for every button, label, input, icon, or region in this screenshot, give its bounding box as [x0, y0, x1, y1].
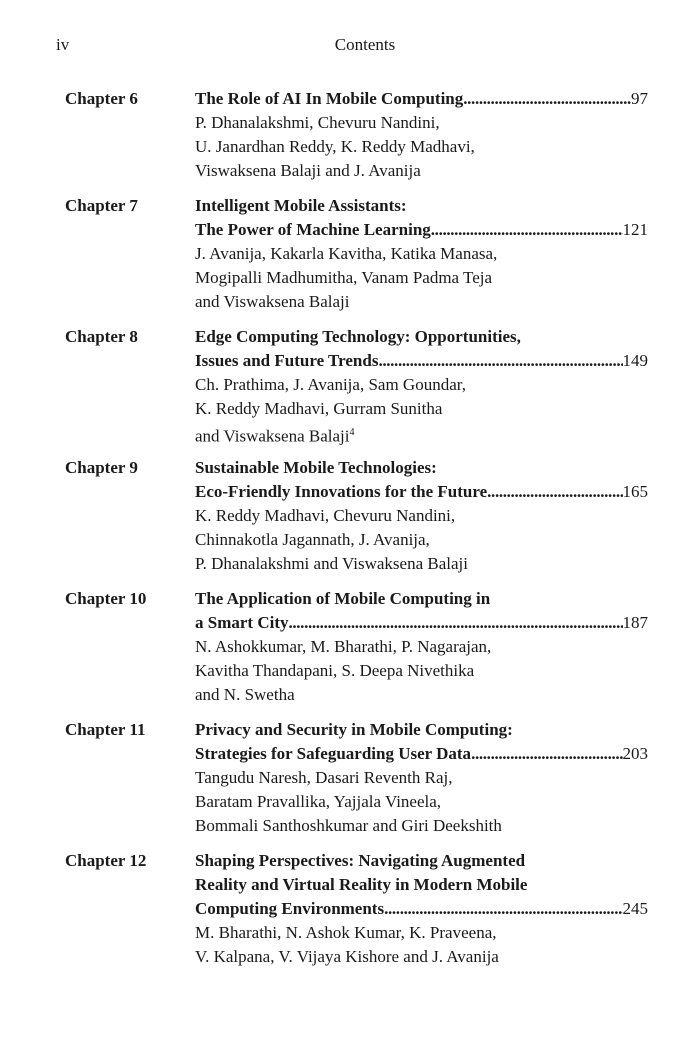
author-line [195, 504, 648, 528]
chapter-label: Chapter 7 [65, 196, 138, 215]
entry-body [195, 325, 648, 445]
dot-leader [288, 611, 622, 635]
author-text: and Viswaksena Balaji [195, 292, 350, 311]
dot-leader [463, 87, 631, 111]
chapter-page-number: 245 [622, 899, 648, 918]
author-text: and Viswaksena Balaji [195, 426, 350, 446]
chapter-title-line[interactable] [195, 611, 648, 635]
chapter-title-text: a Smart City [195, 613, 289, 632]
author-text: K. Reddy Madhavi, Gurram Sunitha [195, 399, 443, 418]
author-text: and N. Swetha [195, 685, 295, 704]
dot-leader [378, 349, 622, 373]
chapter-title-text: The Role of AI In Mobile Computing [195, 89, 464, 108]
chapter-title-line: Edge Computing Technology: Opportunities, [195, 327, 521, 346]
chapter-label: Chapter 11 [65, 720, 146, 739]
toc-entry [65, 194, 648, 314]
author-text: Mogipalli Madhumitha, Vanam Padma Teja [195, 268, 493, 287]
author-line [195, 814, 648, 838]
chapter-title-line[interactable] [195, 742, 648, 766]
entry-body [195, 456, 648, 576]
chapter-page-number: 97 [631, 89, 648, 108]
page-header [0, 35, 695, 57]
chapter-page-number: 165 [622, 482, 648, 501]
entry-body [195, 849, 648, 969]
toc-entry [65, 587, 648, 707]
author-text: Ch. Prathima, J. Avanija, Sam Goundar, [195, 375, 466, 394]
entry-body [195, 587, 648, 707]
chapter-title-line[interactable] [195, 480, 648, 504]
author-line [195, 266, 648, 290]
author-line [195, 552, 648, 576]
author-line [195, 945, 648, 969]
entry-body [195, 194, 648, 314]
chapter-title-text: The Power of Machine Learning [195, 220, 431, 239]
author-line [195, 159, 648, 183]
chapter-title-text: Strategies for Safeguarding User Data [195, 744, 472, 763]
toc-entry [65, 456, 648, 576]
author-line [195, 135, 648, 159]
chapter-title-line: The Application of Mobile Computing in [195, 589, 491, 608]
dot-leader [431, 218, 623, 242]
author-text: Viswaksena Balaji and J. Avanija [195, 161, 421, 180]
author-line [195, 290, 648, 314]
chapter-title-line[interactable] [195, 349, 648, 373]
author-text: Kavitha Thandapani, S. Deepa Nivethika [195, 661, 475, 680]
author-text: Chinnakotla Jagannath, J. Avanija, [195, 530, 430, 549]
author-text: J. Avanija, Kakarla Kavitha, Katika Manasa, [195, 244, 498, 263]
chapter-title-line[interactable] [195, 218, 648, 242]
author-text: K. Reddy Madhavi, Chevuru Nandini, [195, 506, 456, 525]
author-text: Baratam Pravallika, Yajjala Vineela, [195, 792, 442, 811]
chapter-title-line: Shaping Perspectives: Navigating Augmented [195, 851, 526, 870]
footnote-superscript: 4 [349, 427, 355, 438]
toc-entry [65, 87, 648, 183]
chapter-label: Chapter 6 [65, 89, 138, 108]
author-line [195, 683, 648, 707]
dot-leader [384, 897, 622, 921]
author-text: P. Dhanalakshmi, Chevuru Nandini, [195, 113, 440, 132]
author-line [195, 421, 648, 445]
author-line [195, 397, 648, 421]
chapter-label: Chapter 12 [65, 851, 147, 870]
chapter-label: Chapter 9 [65, 458, 138, 477]
author-line [195, 766, 648, 790]
chapter-title-text: Issues and Future Trends [195, 351, 379, 370]
entry-body [195, 87, 648, 183]
chapter-page-number: 203 [622, 744, 648, 763]
chapter-page-number: 149 [622, 351, 648, 370]
toc-entry [65, 718, 648, 838]
chapter-title-text: Computing Environments [195, 899, 385, 918]
toc-entry [65, 325, 648, 445]
chapter-page-number: 121 [622, 220, 648, 239]
chapter-title-line: Privacy and Security in Mobile Computing: [195, 720, 513, 739]
author-line [195, 635, 648, 659]
chapter-title-line[interactable] [195, 897, 648, 921]
author-line [195, 242, 648, 266]
page-number: iv [56, 35, 70, 54]
author-text: M. Bharathi, N. Ashok Kumar, K. Praveena, [195, 923, 497, 942]
chapter-label: Chapter 8 [65, 327, 138, 346]
chapter-label: Chapter 10 [65, 589, 147, 608]
author-text: Bommali Santhoshkumar and Giri Deekshith [195, 816, 502, 835]
chapter-page-number: 187 [622, 613, 648, 632]
running-title: Contents [334, 35, 396, 54]
entry-body [195, 718, 648, 838]
chapter-title-line[interactable] [195, 87, 648, 111]
table-of-contents [65, 87, 648, 980]
author-line [195, 921, 648, 945]
chapter-title-line: Intelligent Mobile Assistants: [195, 196, 407, 215]
toc-entry [65, 849, 648, 969]
chapter-title-line: Reality and Virtual Reality in Modern Mobile [195, 875, 528, 894]
author-text: P. Dhanalakshmi and Viswaksena Balaji [195, 554, 468, 573]
author-line [195, 659, 648, 683]
author-line [195, 373, 648, 397]
author-text: V. Kalpana, V. Vijaya Kishore and J. Avanija [195, 947, 499, 966]
author-line [195, 790, 648, 814]
author-line [195, 111, 648, 135]
chapter-title-line: Sustainable Mobile Technologies: [195, 458, 437, 477]
author-text: U. Janardhan Reddy, K. Reddy Madhavi, [195, 137, 475, 156]
chapter-title-text: Eco-Friendly Innovations for the Future [195, 482, 488, 501]
author-line [195, 528, 648, 552]
dot-leader [471, 742, 622, 766]
dot-leader [487, 480, 622, 504]
author-text: N. Ashokkumar, M. Bharathi, P. Nagarajan, [195, 637, 492, 656]
author-text: Tangudu Naresh, Dasari Reventh Raj, [195, 768, 453, 787]
